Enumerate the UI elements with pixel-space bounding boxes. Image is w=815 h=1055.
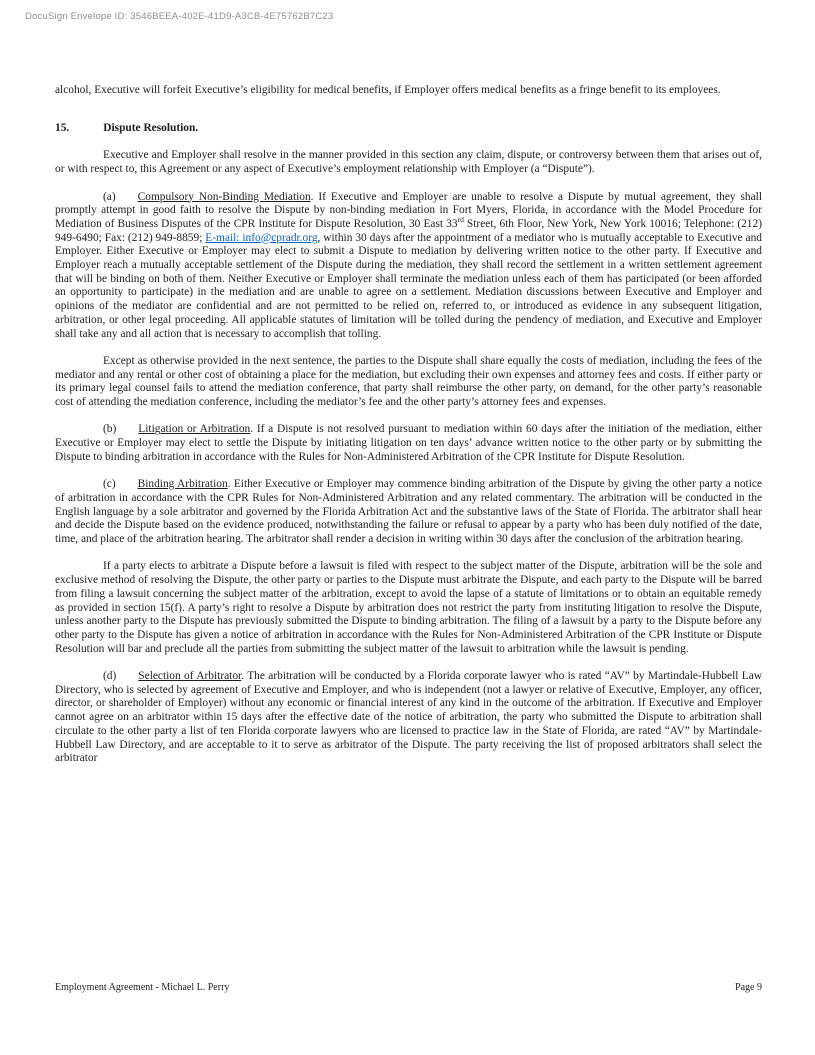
document-body: [55, 84, 762, 780]
section-heading: [55, 122, 762, 136]
clause-title: Compulsory Non-Binding Mediation: [137, 190, 311, 203]
paragraph-c-binding-arbitration: [55, 478, 762, 547]
text-run: , within 30 days after the appointment of a mediator who is mutually acceptable to Executive and Employer. Either Executive or Employer may elect to submit a Dispute to mediation by delivering written notice to the other party. If Executive and Employer reach a mutually acceptable settlement of the Dispute during the mediation, they shall record the settlement in a written settlement agreement that will be binding on both of them. Neither Executive or Employer shall terminate the mediation unless each of them has participated (or been afforded an opportunity to participate) in the mediation and are unable to agree on a settlement. Mediation discussions between Executive and Employer and opinions of the mediator are confidential and are not permitted to be relied on, referred to, or introduced as evidence in any subsequent litigation, arbitration, or other legal proceeding. All applicable statutes of limitation will be tolled during the pendency of mediation, and Executive and Employer shall take any and all action that is necessary to accomplish that tolling.: [55, 231, 762, 340]
paragraph-arbitration-election: [55, 560, 762, 656]
email-link[interactable]: E-mail: info@cpradr.org: [205, 231, 318, 244]
text-run: . If a Dispute is not resolved pursuant to mediation within 60 days after the initiation of the mediation, either Executive or Employer may elect to settle the Dispute by initiating litigation on ten days’ advance written notice to the other party or by submitting the Dispute to binding arbitration in accordance with the Rules for Non-Administered Arbitration of the CPR Institute for Dispute Resolution.: [55, 423, 762, 463]
paragraph-intro: [55, 149, 762, 176]
text-run: . If Executive and Employer are unable to resolve a Dispute by mutual agreement, they shall promptly attempt in good faith to resolve the Dispute by non-binding mediation in Fort Myers, Florida, in accordance with the Model Procedure for Mediation of Business Disputes of the CPR Institute for Dispute Resolution, 30 East 33: [55, 190, 762, 230]
paragraph-b-litigation-or-arbitration: [55, 423, 762, 464]
text-run: Except as otherwise provided in the next sentence, the parties to the Dispute shall share equally the costs of mediation, including the fees of the mediator and any rental or other cost of obtaining a place for the mediation, but excluding their own expenses and attorney fees and costs. If either party or its primary legal counsel fails to attend the mediation conference, that party shall reimburse the other party, on demand, for the other party’s reasonable cost of attending the mediation conference, including the mediator’s fee and the other party’s attorney fees and expenses.: [55, 354, 762, 409]
text-run: rd: [457, 215, 464, 225]
footer-page-number: Page 9: [735, 982, 762, 993]
text-run: Street, 6th Floor, New York, New York 10016; Telephone: (212) 949-6490; Fax: (212) 949-8859;: [55, 217, 762, 244]
text-run: . Either Executive or Employer may commence binding arbitration of the Dispute by giving the other party a notice of arbitration in accordance with the CPR Rules for Non-Administered Arbitration and any related commentary. The arbitration will be conducted in the English language by a sole arbitrator and governed by the Florida Arbitration Act and the substantive laws of the State of Florida. The arbitrator shall hear and decide the Dispute based on the evidence produced, notwithstanding the failure or refusal to appear by a party who has been duly notified of the date, time, and place of the arbitration hearing. The arbitrator shall render a decision in writing within 30 days after the conclusion of the arbitration hearing.: [55, 478, 763, 546]
text-run: (b): [103, 423, 117, 436]
text-run: Dispute Resolution.: [103, 121, 199, 134]
clause-title: Selection of Arbitrator: [138, 670, 242, 683]
clause-title: Litigation or Arbitration: [138, 423, 251, 436]
paragraph-a-mediation: [55, 191, 762, 342]
text-run: (a): [103, 190, 116, 203]
paragraph-continuation: [55, 84, 762, 98]
page-footer: [55, 982, 762, 993]
text-run: If a party elects to arbitrate a Dispute before a lawsuit is filed with respect to the subject matter of the Dispute, arbitration will be the sole and exclusive method of resolving the Dispute, the other party or parties to the Dispute must arbitrate the Dispute, and each party to the Dispute will be barred from filing a lawsuit concerning the subject matter of the arbitration, except to avoid the lapse of a statute of limitations or to obtain an equitable remedy as provided in section 15(f). A party’s right to resolve a Dispute by arbitration does not restrict the party from instituting litigation to resolve the Dispute, unless another party to the Dispute has previously submitted the Dispute to binding arbitration. The filing of a lawsuit by a party to the Dispute before any other party to the Dispute has given a notice of arbitration in accordance with the Rules for Non-Administered Arbitration of the CPR Institute or Dispute Resolution will bar and preclude all the parties from submitting the subject matter of the lawsuit to arbitration while the lawsuit is pending.: [55, 560, 762, 655]
text-run: (d): [103, 670, 117, 683]
footer-document-title: Employment Agreement - Michael L. Perry: [55, 982, 230, 993]
paragraph-d-selection-of-arbitrator: [55, 670, 762, 766]
text-run: . The arbitration will be conducted by a Florida corporate lawyer who is rated “AV” by Martindale-Hubbell Law Directory, who is selected by agreement of Executive and Employer, and who is independent (not a lawyer or relative of Executive, Employer, any officer, director, or shareholder of Employer) without any economic or financial interest of any kind in the outcome of the arbitration. If Executive and Employer cannot agree on an arbitrator within 15 days after the effective date of the notice of arbitration, the party who submitted the Dispute to arbitration shall circulate to the other party a list of ten Florida corporate lawyers who are licensed to practice law in the State of Florida, are rated “AV” by Martindale-Hubbell Law Directory, and are acceptable to it to serve as arbitrator of the Dispute. The party receiving the list of proposed arbitrators shall select the arbitrator: [55, 670, 763, 765]
text-run: Executive and Employer shall resolve in the manner provided in this section any claim, dispute, or controversy between them that arises out of, or with respect to, this Agreement or any aspect of Executive’s employment relationship with Employer (a “Dispute”).: [55, 149, 762, 176]
clause-title: Binding Arbitration: [137, 478, 228, 491]
paragraph-mediation-costs: [55, 355, 762, 410]
text-run: 15.: [55, 121, 70, 134]
text-run: alcohol, Executive will forfeit Executive’s eligibility for medical benefits, if Employer offers medical benefits as a fringe benefit to its employees.: [55, 84, 721, 96]
docusign-envelope-id: DocuSign Envelope ID: 3546BEEA-402E-41D9-A3CB-4E75762B7C23: [25, 11, 334, 22]
text-run: (c): [103, 478, 116, 491]
